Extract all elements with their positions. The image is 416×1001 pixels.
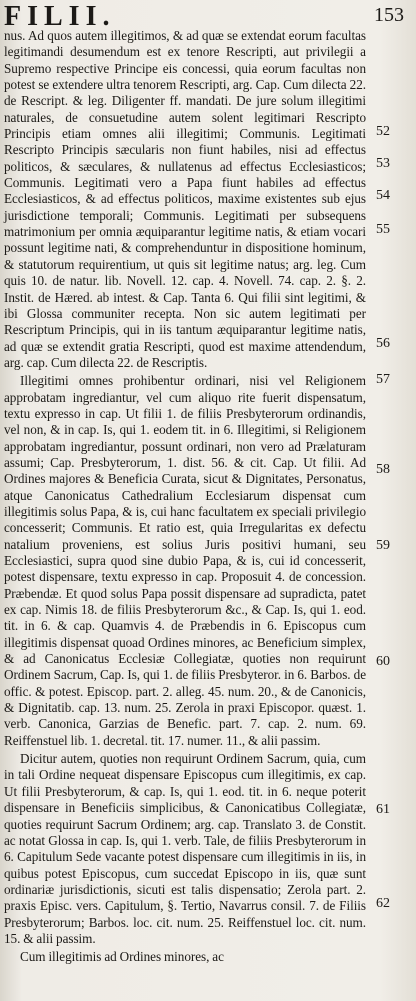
paragraph: Cum illegitimis ad Ordines minores, ac xyxy=(20,949,224,965)
margin-number: 58 xyxy=(376,462,390,477)
margin-number: 53 xyxy=(376,156,390,171)
margin-number: 55 xyxy=(376,222,390,237)
margin-number: 52 xyxy=(376,124,390,139)
margin-number: 62 xyxy=(376,896,390,911)
paragraph: Dicitur autem, quoties non requirunt Ordinem Sacrum, quia, cum in tali Ordine nequeat dispensare Episcopus cum illegitimis, ex cap. Ut filii Presbyterorum, & cap. Is, qui 1. eod. tit. in 6. neque poterit dispensare in Beneficiis simplicibus, & Canonicatibus Collegiatæ, quoties requirunt Sacrum Ordinem; arg. cap. Translato 3. de Constit. ac notat Glossa in cap. Is, qui 1. verb. Tale, de filiis Presbyterorum in 6. Capitulum Sede vacante potest dispensare cum illegitimis in iis, in quibus potest Episcopus, cum succedat Episcopo in iis, quæ sunt ordinariæ jurisdictionis, sicuti est talis dispensatio; Zerola part. 2. praxis Episc. vers. Capitulum, §. Tertio, Navarrus consil. 7. de Filiis Presbyterorum; Barbos. loc. cit. num. 25. Reiffenstuel loc. cit. num. 15. & alii passim. xyxy=(4,751,366,946)
chapter-title: FILII. xyxy=(4,1,116,32)
margin-number: 61 xyxy=(376,802,390,817)
paragraph: nus. Ad quos autem illegitimos, & ad quæ se extendat eorum facultas legitimandi desumendum est ex tenore Rescripti, aut privilegii a Supremo respective Principe eis concessi, quia eorum facultas non potest se extendere ultra tenorem Rescripti, arg. Cap. Cum dilecta 22. de Rescript. & leg. Diligenter ff. mandati. De jure solum illegitimi naturales, de consuetudine autem solent legitimari Rescripto Principis etiam omnes alii illegitimi; Communis. Legitimati Rescripto Principis sæcularis non fiunt habiles, nisi ad effectus politicos, & sæculares, & nullatenus ad effectus Ecclesiasticos; Communis. Legitimati vero a Papa fiunt habiles ad effectus Ecclesiasticos, & ad effectus politicos, maxime existentes sub ejus jurisdictione temporali; Communis. Legitimati per subsequens matrimonium per omnia æquiparantur legitime natis, & etiam vocari possunt legitime nati, & comprehenduntur in dispositione hominum, & statutorum requirentium, ut quis sit legitime natus; arg. leg. Cum quis 10. de natur. lib. Novell. 12. cap. 4. Novell. 74. cap. 2. §. 2. Instit. de Hæred. ab intest. & Cap. Tanta 6. Qui filii sint legitimi, & ibi Glossa communiter recepta. Non sic autem legitimati per Rescriptum Principis, qui in iis tantum æquiparantur legitime natis, ad quæ se extendit gratia Rescripti, quod est maxime attendendum, arg. cap. Cum dilecta 22. de Rescriptis. xyxy=(4,28,366,370)
margin-number: 60 xyxy=(376,654,390,669)
margin-number: 59 xyxy=(376,538,390,553)
margin-number: 57 xyxy=(376,372,390,387)
text-body xyxy=(4,28,366,998)
margin-number: 56 xyxy=(376,336,390,351)
margin-number: 54 xyxy=(376,188,390,203)
paragraph: Illegitimi omnes prohibentur ordinari, nisi vel Religionem approbatam ingrediantur, vel cum aliquo rite fuerit dispensatum, textu expresso in cap. Ut filii 1. de filiis Presbyterorum ordinandis, vel non, & in cap. Is, qui 1. eodem tit. in 6. Illegitimi, si Religionem approbatam ingrediantur, possunt ordinari, non vero ad Prælaturam assumi; Cap. Presbyterorum, 1. dist. 56. & cit. Cap. Ut filii. Ad Ordines majores & Beneficia Curata, sicut & Dignitates, Personatus, atque Canonicatus Cathedralium Ecclesiarum dispensat cum illegitimis solus Papa, & is, cui hanc facultatem ex speciali privilegio concesserit; Communis. Et ratio est, quia Irregularitas ex defectu natalium proveniens, est solius Juris positivi humani, seu Ecclesiastici, supra quod sine dubio Papa, & is, cui id concesserit, potest dispensare, textu expresso in cap. Proposuit 4. de concession. Præbendæ. Et quod solus Papa possit dispensare ad supradicta, patet ex cap. Nimis 18. de filiis Presbyterorum &c., & Cap. Is, qui 1. eod. tit. in 6. & cap. Quamvis 4. de Præbendis in 6. Episcopus cum illegitimis dispensat quoad Ordines minores, ac Beneficium simplex, & ad Canonicatus Ecclesiæ Collegiatæ, quoties non requirunt Ordinem Sacrum, Cap. Is, qui 1. de filiis Presbyteror. in 6. Barbos. de offic. & potest. Episcop. part. 2. alleg. 45. num. 20., & de Canonicis, & Dignitatib. cap. 13. num. 25. Zerola in praxi Episcopor. quæst. 1. verb. Canonica, Garzias de Benefic. part. 7. cap. 2. num. 69. Reiffenstuel lib. 1. decretal. tit. 17. numer. 11., & alii passim. xyxy=(4,373,366,748)
margin-numbers xyxy=(372,0,416,1001)
page-number: 153 xyxy=(374,4,404,26)
